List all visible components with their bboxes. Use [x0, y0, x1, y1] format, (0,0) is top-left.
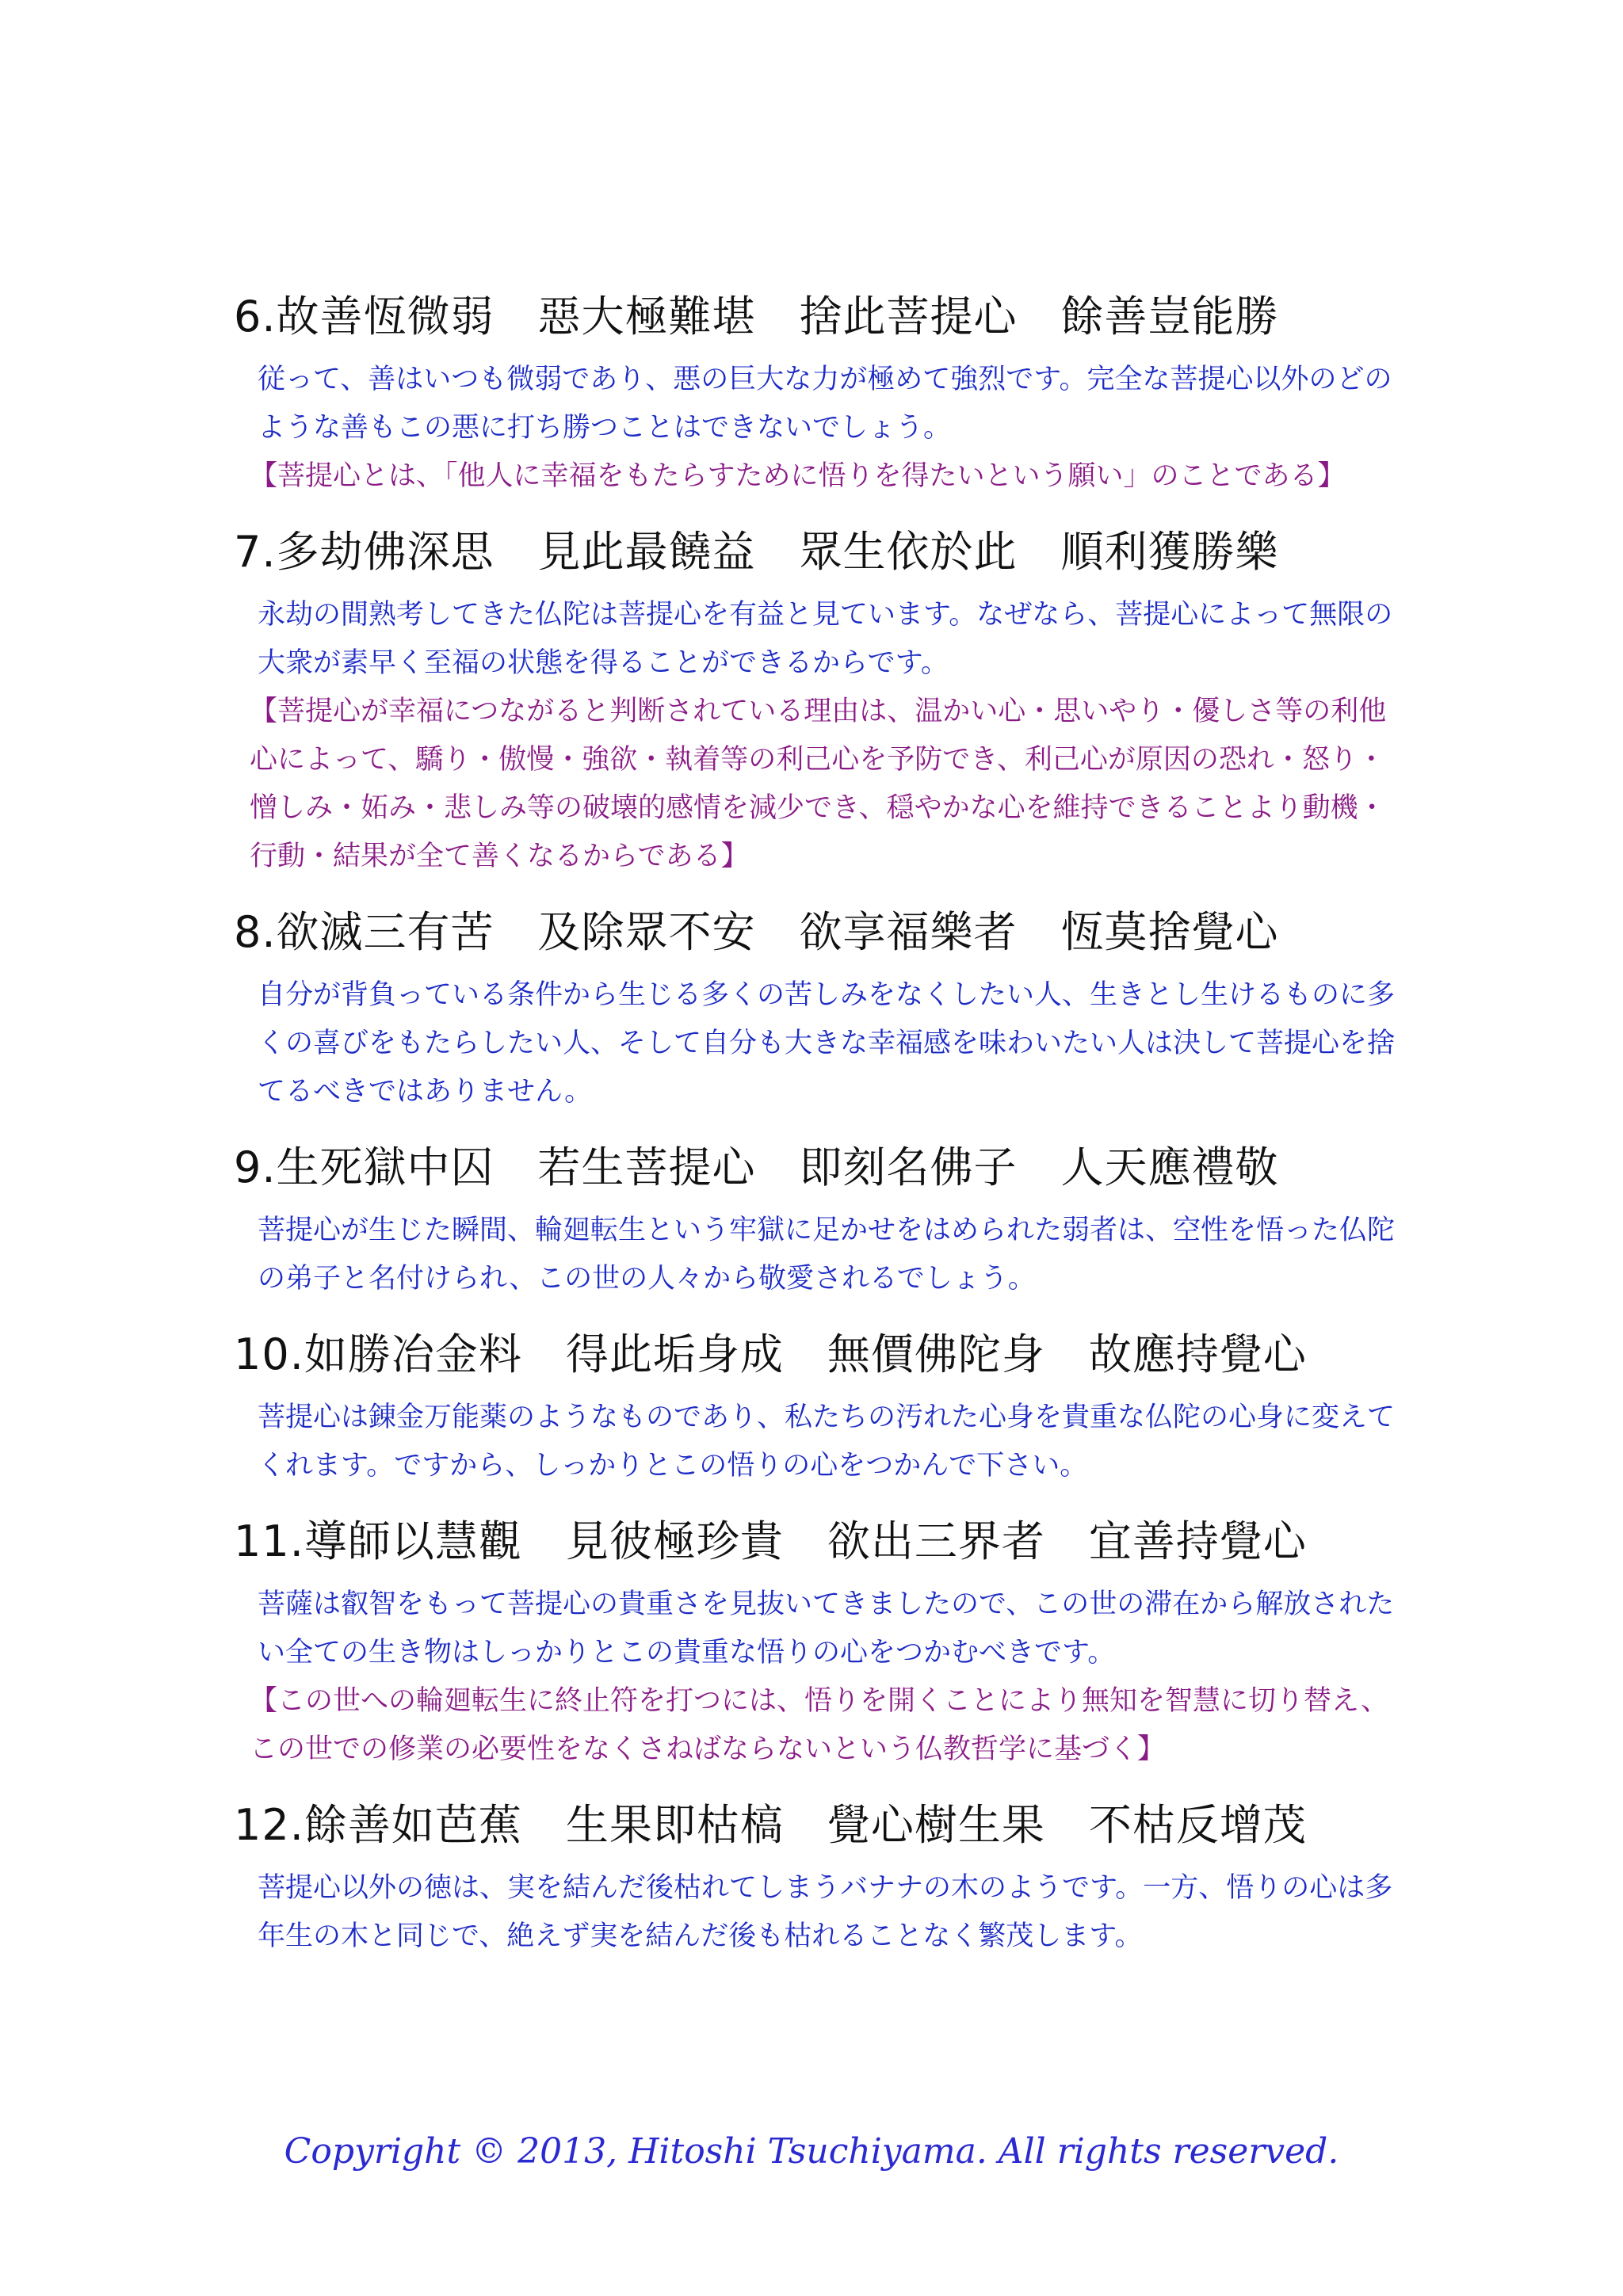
document-content: [234, 289, 1407, 1985]
verse-heading: 7.多劫佛深思 見此最饒益 眾生依於此 順利獲勝樂: [234, 527, 1279, 577]
section-6: [234, 289, 1407, 501]
commentary-note: 【この世への輪廻転生に終止符を打つには、悟りを開くことにより無知を智慧に切り替え、この世での修業の必要性をなくさねばならないという仏教哲学に基づく】: [250, 1685, 1389, 1765]
section-11: [234, 1514, 1407, 1774]
verse-heading: 11.導師以慧觀 見彼極珍貴 欲出三界者 宜善持覺心: [234, 1516, 1307, 1566]
verse-heading: 9.生死獄中囚 若生菩提心 即刻名佛子 人天應禮敬: [234, 1142, 1279, 1192]
section-8: [234, 905, 1407, 1116]
translation-text: 自分が背負っている条件から生じる多くの苦しみをなくしたい人、生きとし生けるものに多くの喜びをもたらしたい人、そして自分も大きな幸福感を味わいたい人は決して菩提心を捨てるべきではありません。: [258, 979, 1396, 1108]
verse-heading: 10.如勝冶金料 得此垢身成 無價佛陀身 故應持覺心: [234, 1329, 1307, 1379]
translation-text: 菩薩は叡智をもって菩提心の貴重さを見抜いてきましたので、この世の滞在から解放されたい全ての生き物はしっかりとこの貴重な悟りの心をつかむべきです。: [258, 1589, 1395, 1669]
translation-text: 菩提心以外の徳は、実を結んだ後枯れてしまうバナナの木のようです。一方、悟りの心は多年生の木と同じで、絶えず実を結んだ後も枯れることなく繁茂します。: [258, 1872, 1393, 1952]
translation-text: 菩提心が生じた瞬間、輪廻転生という牢獄に足かせをはめられた弱者は、空性を悟った仏陀の弟子と名付けられ、この世の人々から敬愛されるでしょう。: [258, 1215, 1396, 1295]
section-9: [234, 1140, 1407, 1303]
section-10: [234, 1327, 1407, 1490]
section-12: [234, 1798, 1407, 1961]
commentary-note: 【菩提心が幸福につながると判断されている理由は、温かい心・思いやり・優しさ等の利他心によって、驕り・傲慢・強欲・執着等の利己心を予防でき、利己心が原因の恐れ・怒り・憎しみ・妬み・悲しみ等の破壊的感情を減少でき、穏やかな心を維持できることより動機・行動・結果が全て善くなるからである】: [250, 696, 1387, 872]
verse-heading: 12.餘善如芭蕉 生果即枯槁 覺心樹生果 不枯反增茂: [234, 1800, 1307, 1850]
translation-text: 菩提心は錬金万能薬のようなものであり、私たちの汚れた心身を貴重な仏陀の心身に変えてくれます。ですから、しっかりとこの悟りの心をつかんで下さい。: [258, 1402, 1396, 1482]
copyright-notice: Copyright © 2013, Hitoshi Tsuchiyama. All rights reserved.: [284, 2131, 1339, 2172]
section-7: [234, 524, 1407, 881]
verse-heading: 6.故善恆微弱 惡大極難堪 捨此菩提心 餘善豈能勝: [234, 292, 1279, 341]
verse-heading: 8.欲滅三有苦 及除眾不安 欲享福樂者 恆莫捨覺心: [234, 907, 1279, 957]
translation-text: 従って、善はいつも微弱であり、悪の巨大な力が極めて強烈です。完全な菩提心以外のどのような善もこの悪に打ち勝つことはできないでしょう。: [258, 364, 1392, 444]
translation-text: 永劫の間熟考してきた仏陀は菩提心を有益と見ています。なぜなら、菩提心によって無限の大衆が素早く至福の状態を得ることができるからです。: [258, 599, 1393, 679]
commentary-note: 【菩提心とは、「他人に幸福をもたらすために悟りを得たいという願い」のことである】: [250, 460, 1346, 492]
